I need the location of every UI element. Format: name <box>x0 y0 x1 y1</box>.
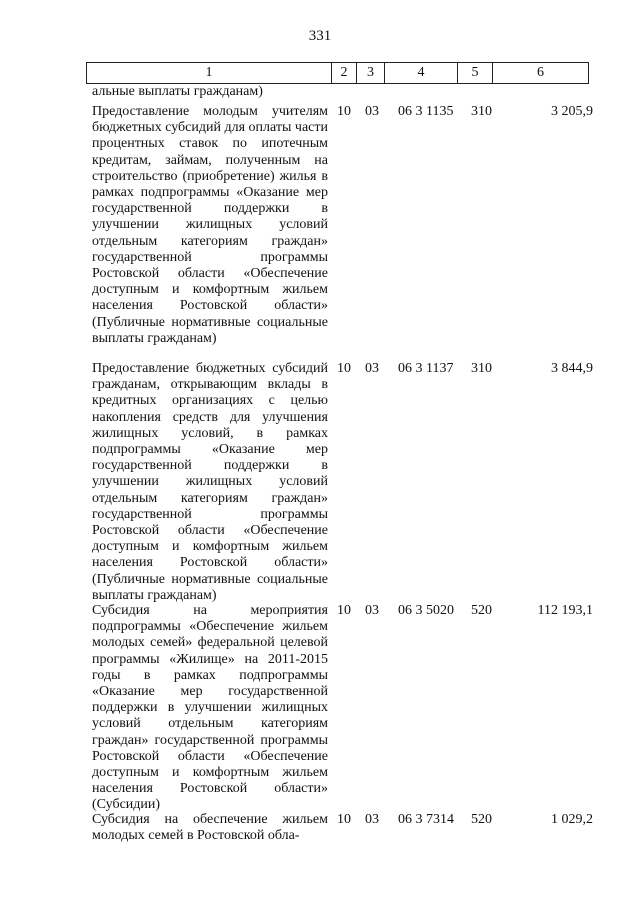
row-col-5: 310 <box>471 361 492 376</box>
row-col-3: 03 <box>365 603 379 618</box>
page-number: 331 <box>308 28 332 44</box>
row-col-4: 06 3 7314 <box>398 812 454 827</box>
row-description: Предоставление бюджетных субсидий гражданам, открывающим вклады в кредитных организациях с целью накопления средств для улучшения жилищных условий, в рамках подпрограммы «Оказание мер государственной поддержки в улучшении жилищных условий отдельным категориям граждан» государственной программы Ростовской области «Обеспечение доступным и комфортным жильем населения Ростовской области» (Публичные нормативные социальные выплаты гражданам) <box>92 361 328 603</box>
row-col-6: 112 193,1 <box>537 603 593 618</box>
header-col-1: 1 <box>205 65 213 80</box>
row-description: Предоставление молодым учителям бюджетных субсидий для оплаты части процентных ставок по ипотечным кредитам, займам, полученным на строительство (приобретение) жилья в рамках подпрограммы «Оказание мер государственной поддержки в улучшении жилищных условий отдельным категориям граждан» государственной программы Ростовской области «Обеспечение доступным и комфортным жильем населения Ростовской области» (Публичные нормативные социальные выплаты гражданам) <box>92 104 328 346</box>
row-col-5: 520 <box>471 812 492 827</box>
row-col-6: 3 844,9 <box>551 361 593 376</box>
header-col-2: 2 <box>331 63 356 83</box>
row-col-5: 310 <box>471 104 492 119</box>
row-col-2: 10 <box>337 104 351 119</box>
row-col-5: 520 <box>471 603 492 618</box>
header-col-5: 5 <box>457 63 492 83</box>
header-col-6: 6 <box>492 63 588 83</box>
row-col-4: 06 3 1137 <box>398 361 454 376</box>
header-col-4: 4 <box>384 63 457 83</box>
row-col-2: 10 <box>337 361 351 376</box>
row-col-4: 06 3 5020 <box>398 603 454 618</box>
row-col-3: 03 <box>365 104 379 119</box>
row-col-2: 10 <box>337 812 351 827</box>
row-col-6: 1 029,2 <box>551 812 593 827</box>
row-description: Субсидия на обеспечение жильем молодых семей в Ростовской обла- <box>92 812 328 844</box>
row-col-2: 10 <box>337 603 351 618</box>
row-col-3: 03 <box>365 812 379 827</box>
table-header <box>86 62 589 84</box>
continuation-text: альные выплаты гражданам) <box>92 84 263 99</box>
header-col-3: 3 <box>356 63 384 83</box>
row-col-4: 06 3 1135 <box>398 104 454 119</box>
row-col-3: 03 <box>365 361 379 376</box>
row-description: Субсидия на мероприятия подпрограммы «Обеспечение жильем молодых семей» федеральной целевой программы «Жилище» на 2011-2015 годы в рамках подпрограммы «Оказание мер государственной поддержки в улучшении жилищных условий отдельным категориям граждан» государственной программы Ростовской области «Обеспечение доступным и комфортным жильем населения Ростовской области» (Субсидии) <box>92 603 328 813</box>
row-col-6: 3 205,9 <box>551 104 593 119</box>
